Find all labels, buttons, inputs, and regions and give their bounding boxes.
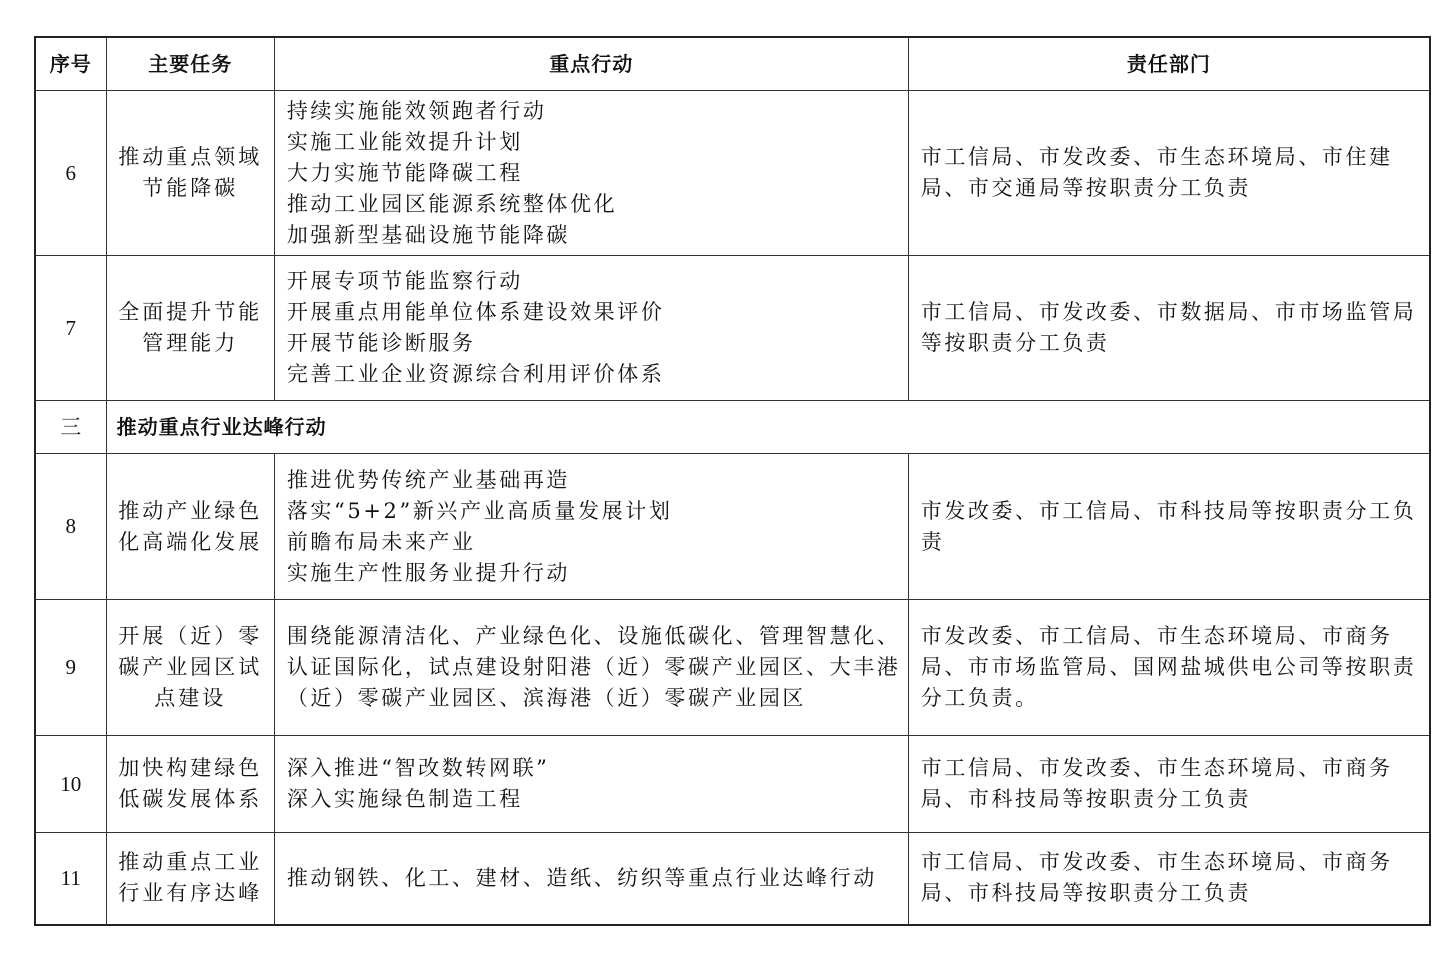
- row-dept: 市工信局、市发改委、市生态环境局、市住建局、市交通局等按职责分工负责: [908, 91, 1430, 256]
- header-seq: 序号: [35, 37, 106, 91]
- row-task: 加快构建绿色低碳发展体系: [106, 736, 274, 833]
- row-seq: 11: [35, 833, 106, 925]
- row-actions: [274, 454, 908, 600]
- table-header-row: [35, 37, 1430, 91]
- action-item: 实施生产性服务业提升行动: [286, 560, 571, 585]
- table-row: [35, 256, 1430, 401]
- section-number: 三: [35, 401, 106, 454]
- action-item: 推动钢铁、化工、建材、造纸、纺织等重点行业达峰行动: [286, 865, 877, 890]
- responsibility-table: [34, 36, 1431, 926]
- action-item: 开展重点用能单位体系建设效果评价: [286, 300, 665, 324]
- action-item: 实施工业能效提升计划: [286, 129, 523, 154]
- row-dept: 市发改委、市工信局、市科技局等按职责分工负责: [908, 454, 1430, 600]
- row-task: 推动重点领域节能降碳: [106, 91, 274, 256]
- row-task: 开展（近）零碳产业园区试点建设: [106, 600, 274, 736]
- row-dept: 市工信局、市发改委、市数据局、市市场监管局等按职责分工负责: [908, 256, 1430, 401]
- table-row: [35, 454, 1430, 600]
- section-row: [35, 401, 1430, 454]
- row-seq: 7: [35, 256, 106, 401]
- row-actions: [274, 736, 908, 833]
- action-item: 深入推进“智改数转网联”: [286, 756, 550, 780]
- table-row: [35, 736, 1430, 833]
- action-item: 推动工业园区能源系统整体优化: [286, 191, 618, 216]
- header-task: 主要任务: [106, 37, 274, 91]
- action-item: 加强新型基础设施节能降碳: [286, 222, 571, 247]
- action-item: 完善工业企业资源综合利用评价体系: [286, 362, 665, 386]
- row-actions: [274, 91, 908, 256]
- row-seq: 10: [35, 736, 106, 833]
- row-actions: [274, 833, 908, 925]
- table-row: [35, 600, 1430, 736]
- table-row: [35, 91, 1430, 256]
- action-item: 大力实施节能降碳工程: [286, 160, 523, 185]
- row-task: 推动重点工业行业有序达峰: [106, 833, 274, 925]
- action-item: 开展专项节能监察行动: [286, 269, 523, 293]
- row-dept: 市发改委、市工信局、市生态环境局、市商务局、市市场监管局、国网盐城供电公司等按职责分工负责。: [908, 600, 1430, 736]
- action-item: 持续实施能效领跑者行动: [286, 98, 547, 123]
- row-task: 推动产业绿色化高端化发展: [106, 454, 274, 600]
- row-dept: 市工信局、市发改委、市生态环境局、市商务局、市科技局等按职责分工负责: [908, 736, 1430, 833]
- header-dept: 责任部门: [908, 37, 1430, 91]
- action-item: 前瞻布局未来产业: [286, 529, 476, 554]
- action-item: 落实“5+2”新兴产业高质量发展计划: [286, 498, 673, 523]
- row-actions: [274, 600, 908, 736]
- row-seq: 8: [35, 454, 106, 600]
- row-seq: 9: [35, 600, 106, 736]
- header-action: 重点行动: [274, 37, 908, 91]
- action-item: 深入实施绿色制造工程: [286, 787, 523, 811]
- action-paragraph: 围绕能源清洁化、产业绿色化、设施低碳化、管理智慧化、认证国际化，试点建设射阳港（近）零碳产业园区、大丰港（近）零碳产业园区、滨海港（近）零碳产业园区: [286, 624, 901, 710]
- table-row: [35, 833, 1430, 925]
- action-item: 开展节能诊断服务: [286, 331, 476, 355]
- row-seq: 6: [35, 91, 106, 256]
- row-task: 全面提升节能管理能力: [106, 256, 274, 401]
- row-dept: 市工信局、市发改委、市生态环境局、市商务局、市科技局等按职责分工负责: [908, 833, 1430, 925]
- row-actions: [274, 256, 908, 401]
- section-title: 推动重点行业达峰行动: [106, 401, 1430, 454]
- action-item: 推进优势传统产业基础再造: [286, 467, 571, 492]
